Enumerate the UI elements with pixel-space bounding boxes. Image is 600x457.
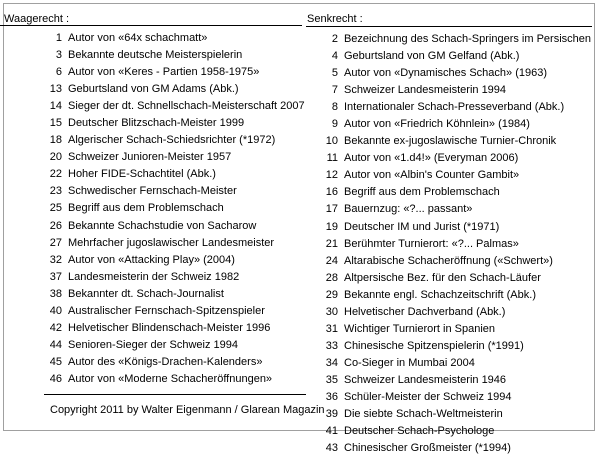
clue-number: 28 [325,271,338,284]
clue-text: Sieger der dt. Schnellschach-Meisterschaft 2007 [68,100,305,113]
clue-number: 31 [325,322,338,335]
clue-entry [44,64,306,81]
clue-entry [306,406,591,423]
clue-text: Bezeichnung des Schach-Springers im Persischen [343,33,591,45]
clue-number: 29 [325,288,338,301]
clue-number: 9 [331,118,338,131]
clue-number: 13 [49,83,62,96]
clue-number: 14 [49,100,62,113]
down-clue-list [306,31,591,457]
clue-text: Autor von «Friedrich Köhnlein» (1984) [344,118,530,131]
clue-entry [306,338,591,355]
clue-entry [44,166,306,183]
clue-text: Helvetischer Blindenschach-Meister 1996 [68,321,271,334]
clue-number: 46 [49,372,62,385]
clue-number: 15 [49,117,62,130]
clue-number: 5 [331,67,338,80]
clue-number: 34 [325,356,338,369]
clue-text: Chinesischer Großmeister (*1994) [344,442,511,455]
clue-text: Autor des «Königs-Drachen-Kalenders» [68,355,263,368]
clue-text: Autor von «Albin's Counter Gambit» [344,169,520,182]
clue-number: 24 [325,254,338,267]
clue-entry [306,423,591,440]
clue-entry [44,81,306,98]
clue-text: Schüler-Meister der Schweiz 1994 [344,390,512,403]
across-header: Waagerecht : [0,12,302,26]
clue-number: 33 [325,339,338,352]
clue-entry [44,183,306,200]
clue-number: 36 [325,390,338,403]
clue-number: 8 [331,101,338,114]
clue-entry [44,115,306,132]
clue-number: 35 [325,373,338,386]
clue-text: Australischer Fernschach-Spitzenspieler [68,304,265,317]
clue-text: Deutscher Schach-Psychologe [344,425,495,438]
clue-number: 2 [331,33,338,45]
clue-entry [306,48,591,65]
clue-number: 27 [49,236,62,249]
copyright-text: Copyright 2011 by Walter Eigenmann / Glarean Magazin [50,404,325,416]
clue-entry [306,440,591,457]
clue-text: Bauernzug: «?... passant» [344,203,473,216]
clue-number: 37 [49,270,62,283]
clue-entry [306,82,591,99]
clue-entry [44,98,306,115]
clue-entry [44,354,306,371]
clue-number: 42 [49,321,62,334]
clue-number: 17 [325,203,338,216]
clue-text: Die siebte Schach-Weltmeisterin [344,408,503,421]
clue-entry [306,321,591,338]
clue-text: Schweizer Landesmeisterin 1994 [344,84,507,97]
clue-number: 12 [325,169,338,182]
clue-text: Deutscher IM und Jurist (*1971) [344,220,500,233]
clue-number: 25 [49,202,62,215]
clue-number: 23 [49,185,62,198]
clue-number: 11 [326,152,338,165]
clue-entry [44,320,306,337]
across-clue-list [44,30,306,388]
clue-entry [44,269,306,286]
clue-number: 38 [49,287,62,300]
clue-text: Autor von «64x schachmatt» [68,32,208,44]
clue-text: Begriff aus dem Problemschach [344,186,500,199]
clue-text: Internationaler Schach-Presseverband (Abk.) [344,101,565,114]
clue-entry [306,150,591,167]
down-header: Senkrecht : [306,12,592,27]
clue-text: Mehrfacher jugoslawischer Landesmeister [68,236,275,249]
clue-entry [44,149,306,166]
clue-entry [306,372,591,389]
clue-text: Bekannte engl. Schachzeitschrift (Abk.) [344,288,536,301]
clue-number: 40 [49,304,62,317]
clue-entry [44,132,306,149]
clue-number: 39 [325,408,338,421]
clue-text: Altarabische Schacheröffnung («Schwert») [344,254,553,267]
clue-number: 19 [325,220,338,233]
clue-entry [306,355,591,372]
clue-text: Chinesische Spitzenspielerin (*1991) [344,339,524,352]
clue-text: Schweizer Landesmeisterin 1946 [344,373,507,386]
clue-entry [306,253,591,270]
clue-entry [306,31,591,48]
clue-number: 26 [49,219,62,232]
clue-text: Berühmter Turnierort: «?... Palmas» [344,237,519,250]
clue-number: 21 [325,237,338,250]
clue-text: Bekannte Schachstudie von Sacharow [68,219,257,232]
clue-text: Deutscher Blitzschach-Meister 1999 [68,117,245,130]
clue-text: Begriff aus dem Problemschach [68,202,224,215]
clue-entry [306,287,591,304]
clue-entry [306,116,591,133]
clue-number: 30 [325,305,338,318]
clue-text: Algerischer Schach-Schiedsrichter (*1972) [68,134,276,147]
clue-number: 10 [325,135,338,148]
clue-entry [44,303,306,320]
clue-entry [306,219,591,236]
clue-text: Geburtsland von GM Gelfand (Abk.) [344,50,520,63]
clue-entry [306,270,591,287]
clue-entry [306,236,591,253]
clue-entry [44,252,306,269]
clue-number: 1 [55,32,62,44]
clue-entry [306,99,591,116]
clue-text: Altpersische Bez. für den Schach-Läufer [344,271,541,284]
clue-number: 20 [49,151,62,164]
clue-text: Geburtsland von GM Adams (Abk.) [68,83,239,96]
clue-text: Helvetischer Dachverband (Abk.) [344,305,506,318]
clue-text: Hoher FIDE-Schachtitel (Abk.) [68,168,216,181]
clue-text: Wichtiger Turnierort in Spanien [344,322,496,335]
clue-number: 32 [49,253,62,266]
clue-text: Autor von «1.d4!» (Everyman 2006) [344,152,519,165]
clue-entry [44,47,306,64]
clue-text: Co-Sieger in Mumbai 2004 [344,356,475,369]
clue-text: Senioren-Sieger der Schweiz 1994 [68,338,238,351]
clue-entry [306,304,591,321]
clue-entry [306,389,591,406]
clue-entry [306,133,591,150]
clue-entry [44,286,306,303]
clue-number: 41 [325,425,338,438]
clue-text: Landesmeisterin der Schweiz 1982 [68,270,240,283]
clue-entry [44,371,306,388]
clue-entry [44,200,306,217]
clue-entry [44,30,306,47]
footer-divider [44,394,306,395]
clue-text: Autor von «Moderne Schacheröffnungen» [68,372,273,385]
clue-entry [44,218,306,235]
clue-text: Schwedischer Fernschach-Meister [68,185,237,198]
clue-number: 3 [55,49,62,62]
down-column [306,12,591,457]
clue-number: 22 [49,168,62,181]
clue-entry [306,201,591,218]
clue-entry [44,235,306,252]
clue-number: 16 [325,186,338,199]
clue-text: Schweizer Junioren-Meister 1957 [68,151,232,164]
clue-number: 7 [331,84,338,97]
clue-number: 4 [331,50,338,63]
clue-text: Autor von «Keres - Partien 1958-1975» [68,66,260,79]
clue-entry [306,167,591,184]
clue-text: Autor von «Dynamisches Schach» (1963) [344,67,547,80]
clue-text: Bekannter dt. Schach-Journalist [68,287,224,300]
clue-entry [306,65,591,82]
clue-entry [306,184,591,201]
clue-number: 18 [49,134,62,147]
clue-entry [44,337,306,354]
clue-text: Bekannte ex-jugoslawische Turnier-Chronik [344,135,557,148]
clue-number: 45 [49,355,62,368]
across-column [4,12,306,388]
clue-number: 44 [49,338,62,351]
clue-text: Bekannte deutsche Meisterspielerin [68,49,243,62]
clue-number: 6 [55,66,62,79]
clue-text: Autor von «Attacking Play» (2004) [68,253,235,266]
clue-number: 43 [325,442,338,455]
